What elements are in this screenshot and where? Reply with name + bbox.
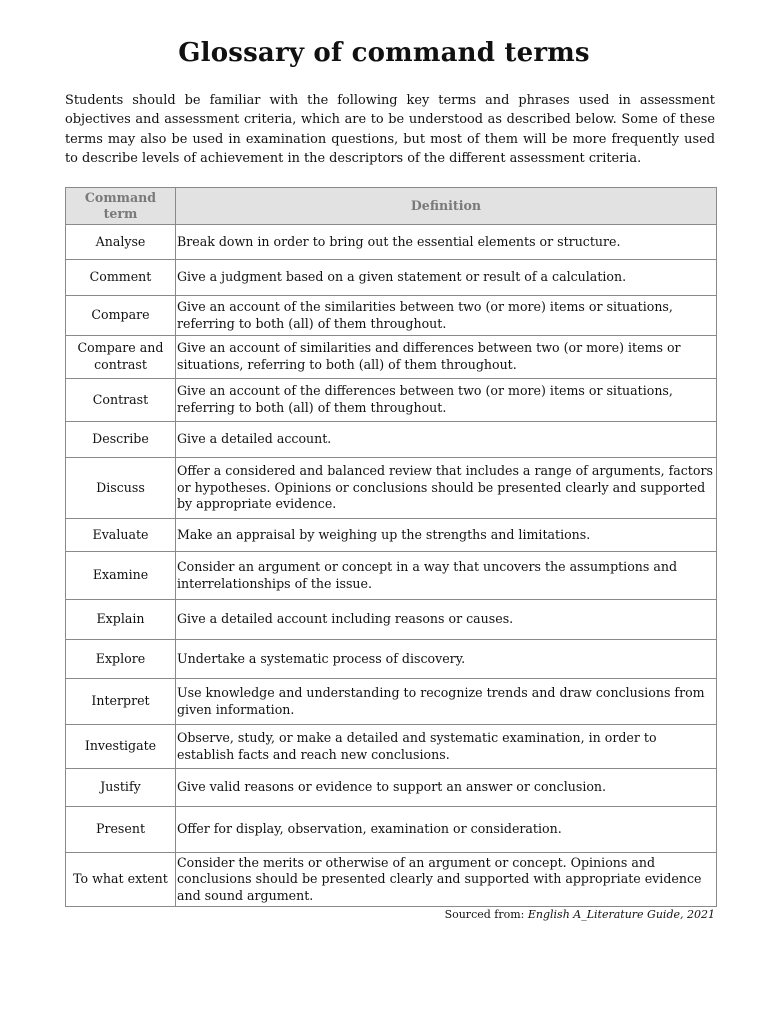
- term-cell: Explain: [66, 600, 176, 640]
- table-row: [66, 807, 717, 853]
- table-row: [66, 458, 717, 519]
- header-definition: Definition: [176, 188, 717, 225]
- table-header-row: [66, 188, 717, 225]
- table-row: [66, 725, 717, 769]
- header-command-term: Command term: [66, 188, 176, 225]
- table-row: [66, 679, 717, 725]
- term-cell: Justify: [66, 769, 176, 807]
- term-cell: Investigate: [66, 725, 176, 769]
- definition-cell: Use knowledge and understanding to recognize trends and draw conclusions from given information.: [176, 679, 717, 725]
- source-prefix: Sourced from:: [444, 908, 528, 921]
- term-cell: Examine: [66, 552, 176, 600]
- source-citation: [445, 908, 715, 921]
- page-title: Glossary of command terms: [178, 38, 590, 68]
- table-row: [66, 260, 717, 296]
- table-row: [66, 640, 717, 679]
- definition-cell: Give a judgment based on a given statement or result of a calculation.: [176, 260, 717, 296]
- table-row: [66, 519, 717, 552]
- term-cell: Analyse: [66, 225, 176, 260]
- source-title: English A_Literature Guide, 2021: [527, 908, 715, 921]
- definition-cell: Offer for display, observation, examination or consideration.: [176, 807, 717, 853]
- definition-cell: Give an account of similarities and differences between two (or more) items or situations, referring to both (all) of them throughout.: [176, 336, 717, 379]
- term-cell: To what extent: [66, 853, 176, 907]
- term-cell: Discuss: [66, 458, 176, 519]
- definition-cell: Break down in order to bring out the essential elements or structure.: [176, 225, 717, 260]
- definition-cell: Give an account of the differences between two (or more) items or situations, referring to both (all) of them throughout.: [176, 379, 717, 422]
- term-cell: Evaluate: [66, 519, 176, 552]
- definition-cell: Give valid reasons or evidence to support an answer or conclusion.: [176, 769, 717, 807]
- table-row: [66, 296, 717, 336]
- glossary-table: [65, 187, 717, 907]
- definition-cell: Give a detailed account including reasons or causes.: [176, 600, 717, 640]
- definition-cell: Consider an argument or concept in a way that uncovers the assumptions and interrelationships of the issue.: [176, 552, 717, 600]
- definition-cell: Give a detailed account.: [176, 422, 717, 458]
- term-cell: Comment: [66, 260, 176, 296]
- table-row: [66, 379, 717, 422]
- term-cell: Explore: [66, 640, 176, 679]
- term-cell: Describe: [66, 422, 176, 458]
- table-row: [66, 853, 717, 907]
- definition-cell: Give an account of the similarities between two (or more) items or situations, referring to both (all) of them throughout.: [176, 296, 717, 336]
- table-row: [66, 552, 717, 600]
- definition-cell: Offer a considered and balanced review that includes a range of arguments, factors or hypotheses. Opinions or conclusions should be presented clearly and supported by appropriate evidence.: [176, 458, 717, 519]
- intro-paragraph: Students should be familiar with the following key terms and phrases used in assessment objectives and assessment criteria, which are to be understood as described below. Some of these terms may also be used in examination questions, but most of them will be more frequently used to describe levels of achievement in the descriptors of the different assessment criteria.: [65, 93, 715, 166]
- definition-cell: Make an appraisal by weighing up the strengths and limitations.: [176, 519, 717, 552]
- term-cell: Compare: [66, 296, 176, 336]
- table-row: [66, 600, 717, 640]
- term-cell: Compare and contrast: [66, 336, 176, 379]
- table-row: [66, 422, 717, 458]
- term-cell: Present: [66, 807, 176, 853]
- table-row: [66, 336, 717, 379]
- definition-cell: Undertake a systematic process of discovery.: [176, 640, 717, 679]
- term-cell: Interpret: [66, 679, 176, 725]
- definition-cell: Observe, study, or make a detailed and systematic examination, in order to establish facts and reach new conclusions.: [176, 725, 717, 769]
- term-cell: Contrast: [66, 379, 176, 422]
- table-row: [66, 769, 717, 807]
- definition-cell: Consider the merits or otherwise of an argument or concept. Opinions and conclusions should be presented clearly and supported with appropriate evidence and sound argument.: [176, 853, 717, 907]
- table-row: [66, 225, 717, 260]
